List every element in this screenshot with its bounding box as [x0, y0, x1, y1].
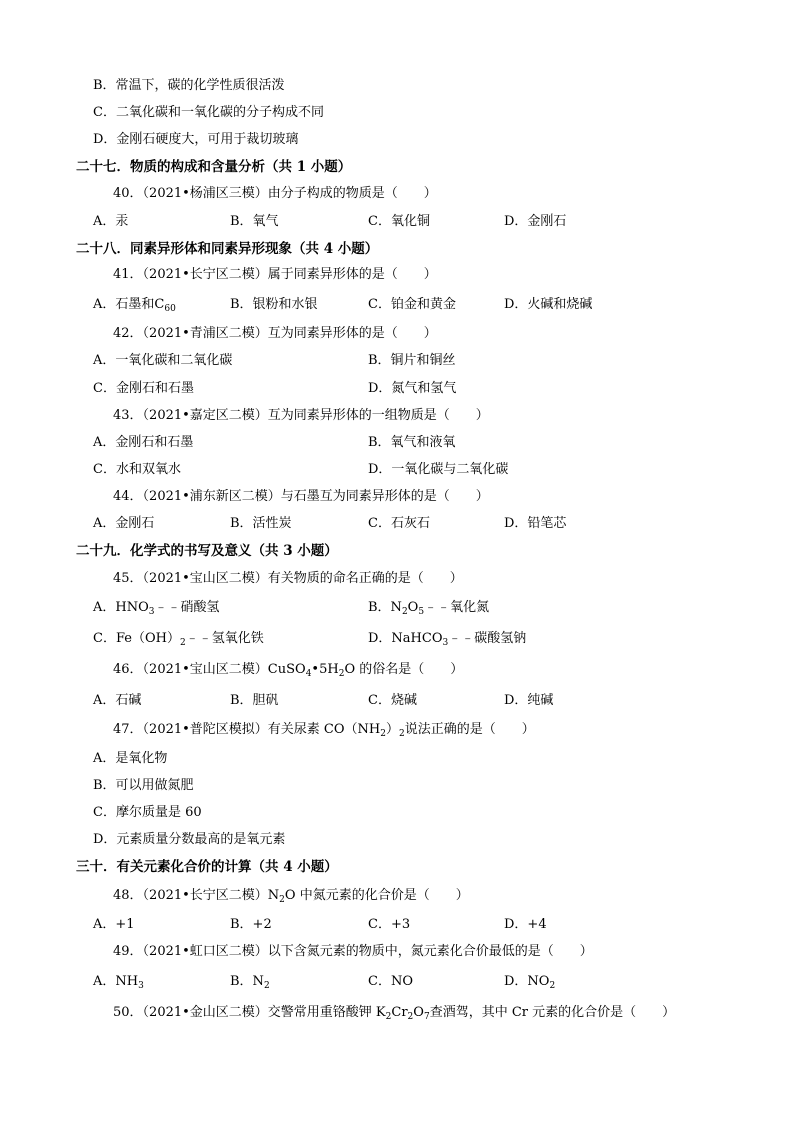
q47-stem: 47．（2021•普陀区模拟）有关尿素 $CO(NH_2)_2$说法正确的是（ ）: [113, 722, 535, 739]
q39-option-b: B．常温下，碳的化学性质很活泼: [93, 78, 285, 93]
q47-option-c: C．摩尔质量是 60: [93, 805, 202, 820]
q48-stem: 48．（2021•长宁区二模）$N_2O$ 中氮元素的化合价是（ ）: [113, 888, 469, 905]
q43-option-a: A．金刚石和石墨: [93, 435, 194, 450]
section-28-heading: 二十八．同素异形体和同素异形现象（共 4 小题）: [76, 241, 379, 257]
q39-option-d: D．金刚石硬度大，可用于裁切玻璃: [93, 132, 299, 147]
q42-option-b: B．铜片和铜丝: [368, 353, 456, 368]
section-29-heading: 二十九．化学式的书写及意义（共 3 小题）: [76, 543, 338, 559]
q41-stem: 41．（2021•长宁区二模）属于同素异形体的是（ ）: [113, 267, 437, 282]
q48-option-a: A．+1: [93, 917, 135, 932]
q43-stem: 43．（2021•嘉定区二模）互为同素异形体的一组物质是（ ）: [113, 408, 489, 423]
q45-option-b: B．$N_2O_5﹣﹣$氧化氮: [368, 600, 490, 617]
q47-option-b: B．可以用做氮肥: [93, 778, 194, 793]
q42-option-a: A．一氧化碳和二氧化碳: [93, 353, 233, 368]
q49-option-a: A．$NH_3$: [93, 974, 144, 991]
q48-option-c: C．+3: [368, 917, 411, 932]
q47-option-a: A．是氧化物: [93, 751, 168, 766]
q44-option-a: A．金刚石: [93, 516, 155, 531]
q42-stem: 42．（2021•青浦区二模）互为同素异形体的是（ ）: [113, 326, 437, 341]
q46-option-d: D．纯碱: [504, 693, 554, 708]
q44-stem: 44．（2021•浦东新区二模）与石墨互为同素异形体的是（ ）: [113, 489, 489, 504]
q44-option-b: B．活性炭: [230, 516, 292, 531]
q46-option-a: A．石碱: [93, 693, 142, 708]
q41-option-d: D．火碱和烧碱: [504, 297, 593, 312]
q43-option-b: B．氧气和液氧: [368, 435, 456, 450]
section-30-heading: 三十．有关元素化合价的计算（共 4 小题）: [76, 859, 338, 875]
q45-option-a: A．$HNO_3﹣﹣$硝酸氢: [93, 600, 220, 617]
q49-option-c: C．NO: [368, 974, 413, 989]
q46-option-c: C．烧碱: [368, 693, 417, 708]
q41-option-a: A．石墨和$C_{60}$: [93, 297, 176, 314]
q45-option-c: C．$Fe(OH)_2﹣﹣$氢氧化铁: [93, 631, 264, 648]
q40-option-d: D．金刚石: [504, 214, 567, 229]
q42-option-c: C．金刚石和石墨: [93, 381, 194, 396]
q41-option-c: C．铂金和黄金: [368, 297, 456, 312]
section-27-heading: 二十七．物质的构成和含量分析（共 1 小题）: [76, 159, 352, 175]
q39-option-c: C．二氧化碳和一氧化碳的分子构成不同: [93, 105, 324, 120]
q40-option-a: A．汞: [93, 214, 129, 229]
q42-option-d: D．氮气和氢气: [368, 381, 457, 396]
q46-stem: 46．（2021•宝山区二模）$CuSO_4•5H_2O$ 的俗名是（ ）: [113, 662, 464, 679]
q40-option-c: C．氧化铜: [368, 214, 430, 229]
q41-option-b: B．银粉和水银: [230, 297, 318, 312]
q49-option-b: B．$N_2$: [230, 974, 270, 991]
q44-option-d: D．铅笔芯: [504, 516, 567, 531]
q45-option-d: D．NaHCO$_3$﹣﹣碳酸氢钠: [368, 631, 527, 648]
q47-option-d: D．元素质量分数最高的是氧元素: [93, 832, 286, 847]
q46-option-b: B．胆矾: [230, 693, 279, 708]
q45-stem: 45．（2021•宝山区二模）有关物质的命名正确的是（ ）: [113, 571, 463, 586]
q43-option-d: D．一氧化碳与二氧化碳: [368, 462, 509, 477]
q49-stem: 49．（2021•虹口区二模）以下含氮元素的物质中，氮元素化合价最低的是（ ）: [113, 944, 593, 959]
q44-option-c: C．石灰石: [368, 516, 430, 531]
q40-option-b: B．氧气: [230, 214, 279, 229]
q48-option-b: B．+2: [230, 917, 272, 932]
q48-option-d: D．+4: [504, 917, 547, 932]
q43-option-c: C．水和双氧水: [93, 462, 181, 477]
q50-stem: 50．（2021•金山区二模）交警常用重铬酸钾 $K_2Cr_2O_7$查酒驾，其中 Cr 元素的化合价是（ ）: [113, 1005, 676, 1022]
q49-option-d: D．$NO_2$: [504, 974, 556, 991]
q40-stem: 40．（2021•杨浦区三模）由分子构成的物质是（ ）: [113, 186, 437, 201]
